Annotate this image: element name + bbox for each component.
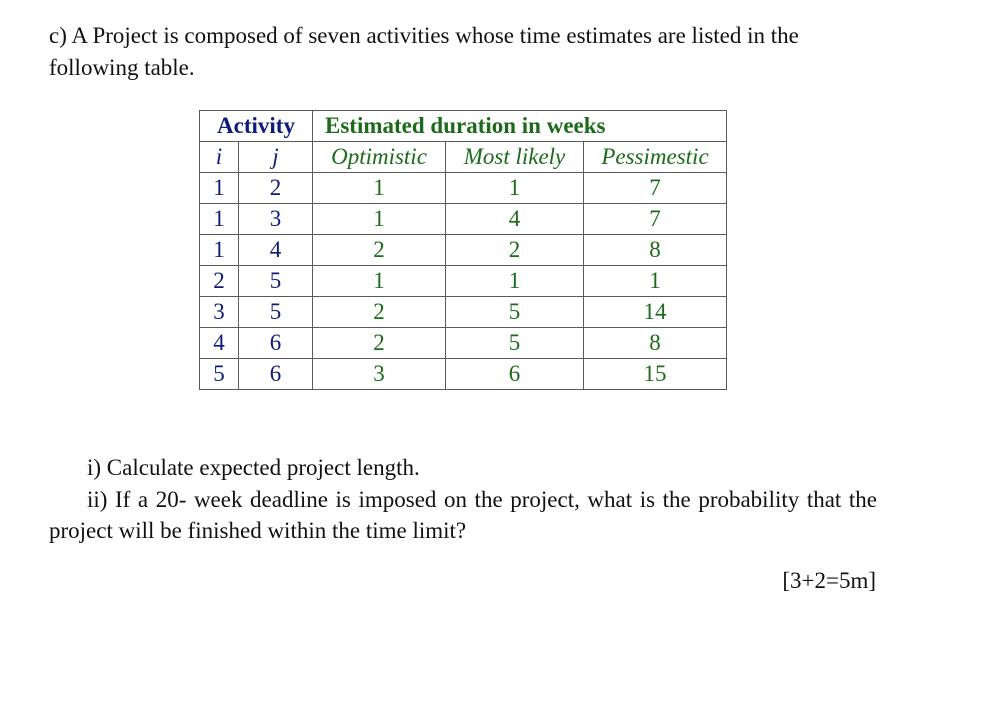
table-row — [200, 235, 727, 266]
marks-allocation: [3+2=5m] — [782, 568, 876, 593]
table-header-row — [200, 111, 727, 142]
cell-j: 3 — [239, 204, 313, 235]
cell-optimistic: 2 — [313, 297, 446, 328]
cell-j: 2 — [239, 173, 313, 204]
table-row — [200, 328, 727, 359]
cell-j: 4 — [239, 235, 313, 266]
cell-most-likely: 2 — [446, 235, 584, 266]
cell-optimistic: 1 — [313, 173, 446, 204]
cell-i: 1 — [200, 204, 239, 235]
cell-j: 6 — [239, 328, 313, 359]
subheader-j: j — [239, 142, 313, 173]
cell-j: 6 — [239, 359, 313, 390]
cell-i: 2 — [200, 266, 239, 297]
cell-most-likely: 5 — [446, 328, 584, 359]
cell-j: 5 — [239, 297, 313, 328]
cell-pessimistic: 14 — [584, 297, 727, 328]
table-row — [200, 204, 727, 235]
table-row — [200, 266, 727, 297]
cell-pessimistic: 7 — [584, 204, 727, 235]
subheader-optimistic: Optimistic — [313, 142, 446, 173]
cell-optimistic: 2 — [313, 235, 446, 266]
cell-j: 5 — [239, 266, 313, 297]
question-ii: ii) If a 20- week deadline is imposed on the project, what is the probability that the project will be finished within the time limit? — [49, 487, 877, 543]
subheader-i: i — [200, 142, 239, 173]
table-row — [200, 359, 727, 390]
cell-optimistic: 2 — [313, 328, 446, 359]
header-estimated-duration: Estimated duration in weeks — [313, 111, 727, 142]
subheader-most-likely: Most likely — [446, 142, 584, 173]
activity-duration-table — [199, 110, 727, 390]
table-row — [200, 173, 727, 204]
cell-i: 3 — [200, 297, 239, 328]
table-subheader-row — [200, 142, 727, 173]
cell-optimistic: 3 — [313, 359, 446, 390]
cell-optimistic: 1 — [313, 204, 446, 235]
cell-i: 4 — [200, 328, 239, 359]
cell-most-likely: 6 — [446, 359, 584, 390]
cell-pessimistic: 8 — [584, 328, 727, 359]
subheader-pessimistic: Pessimestic — [584, 142, 727, 173]
cell-optimistic: 1 — [313, 266, 446, 297]
cell-most-likely: 5 — [446, 297, 584, 328]
cell-pessimistic: 8 — [584, 235, 727, 266]
cell-pessimistic: 15 — [584, 359, 727, 390]
header-activity: Activity — [200, 111, 313, 142]
table-row — [200, 297, 727, 328]
cell-pessimistic: 1 — [584, 266, 727, 297]
cell-most-likely: 1 — [446, 173, 584, 204]
cell-i: 5 — [200, 359, 239, 390]
cell-i: 1 — [200, 173, 239, 204]
cell-most-likely: 4 — [446, 204, 584, 235]
cell-i: 1 — [200, 235, 239, 266]
question-i: i) Calculate expected project length. — [87, 455, 420, 480]
cell-most-likely: 1 — [446, 266, 584, 297]
cell-pessimistic: 7 — [584, 173, 727, 204]
intro-paragraph: c) A Project is composed of seven activities whose time estimates are listed in the following table. — [49, 23, 799, 80]
